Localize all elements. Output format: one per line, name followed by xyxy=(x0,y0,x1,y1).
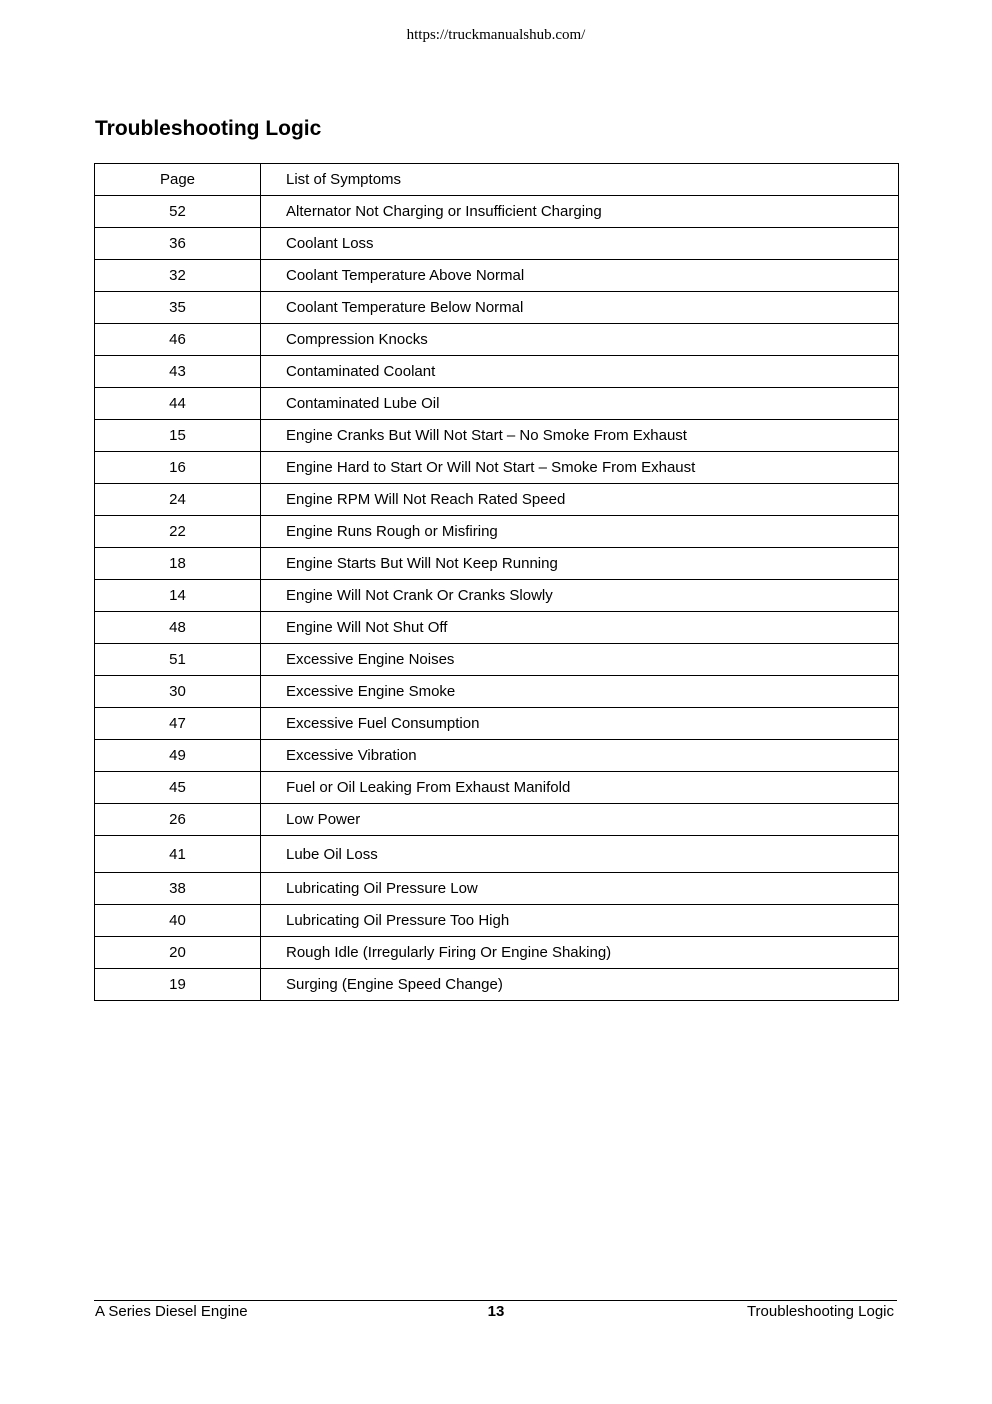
table-header-row xyxy=(95,164,899,196)
table-row xyxy=(95,356,899,388)
table-row xyxy=(95,740,899,772)
symptom-cell: Excessive Vibration xyxy=(261,740,899,772)
table-row xyxy=(95,804,899,836)
symptom-cell: Contaminated Lube Oil xyxy=(261,388,899,420)
symptom-cell: Fuel or Oil Leaking From Exhaust Manifold xyxy=(261,772,899,804)
page-number-cell: 19 xyxy=(95,969,261,1001)
page-number-cell: 32 xyxy=(95,260,261,292)
page-number-cell: 49 xyxy=(95,740,261,772)
symptom-cell: Coolant Temperature Below Normal xyxy=(261,292,899,324)
table-row xyxy=(95,644,899,676)
symptom-cell: Compression Knocks xyxy=(261,324,899,356)
page-column-header: Page xyxy=(95,164,261,196)
symptom-cell: Lubricating Oil Pressure Low xyxy=(261,873,899,905)
symptom-cell: Coolant Temperature Above Normal xyxy=(261,260,899,292)
table-row xyxy=(95,836,899,873)
page-number-cell: 15 xyxy=(95,420,261,452)
table-row xyxy=(95,292,899,324)
symptom-cell: Surging (Engine Speed Change) xyxy=(261,969,899,1001)
table-row xyxy=(95,580,899,612)
symptom-cell: Excessive Engine Smoke xyxy=(261,676,899,708)
symptom-cell: Engine Starts But Will Not Keep Running xyxy=(261,548,899,580)
table-row xyxy=(95,873,899,905)
symptom-cell: Engine Cranks But Will Not Start – No Smoke From Exhaust xyxy=(261,420,899,452)
page-number-cell: 22 xyxy=(95,516,261,548)
symptom-cell: Engine Will Not Crank Or Cranks Slowly xyxy=(261,580,899,612)
table-row xyxy=(95,452,899,484)
symptom-cell: Alternator Not Charging or Insufficient Charging xyxy=(261,196,899,228)
page-number-cell: 38 xyxy=(95,873,261,905)
table-row xyxy=(95,388,899,420)
page-number-cell: 44 xyxy=(95,388,261,420)
page-number-cell: 35 xyxy=(95,292,261,324)
symptom-cell: Lube Oil Loss xyxy=(261,836,899,873)
page-number-cell: 24 xyxy=(95,484,261,516)
page-number-cell: 47 xyxy=(95,708,261,740)
table-row xyxy=(95,260,899,292)
symptoms-table xyxy=(94,163,899,1001)
footer-section-title: Troubleshooting Logic xyxy=(746,1303,894,1320)
table-row xyxy=(95,324,899,356)
footer-divider xyxy=(94,1300,897,1301)
page-number-cell: 46 xyxy=(95,324,261,356)
table-row xyxy=(95,484,899,516)
table-row xyxy=(95,196,899,228)
page-number-cell: 45 xyxy=(95,772,261,804)
page-number-cell: 48 xyxy=(95,612,261,644)
page-number-cell: 30 xyxy=(95,676,261,708)
symptom-cell: Contaminated Coolant xyxy=(261,356,899,388)
table-row xyxy=(95,420,899,452)
table-row xyxy=(95,676,899,708)
page-number-cell: 16 xyxy=(95,452,261,484)
symptom-cell: Excessive Engine Noises xyxy=(261,644,899,676)
symptom-cell: Excessive Fuel Consumption xyxy=(261,708,899,740)
symptom-cell: Rough Idle (Irregularly Firing Or Engine Shaking) xyxy=(261,937,899,969)
page-number-cell: 26 xyxy=(95,804,261,836)
page-number-cell: 43 xyxy=(95,356,261,388)
table-row xyxy=(95,772,899,804)
symptom-cell: Lubricating Oil Pressure Too High xyxy=(261,905,899,937)
page-number-cell: 40 xyxy=(95,905,261,937)
table-row xyxy=(95,228,899,260)
symptom-cell: Engine Will Not Shut Off xyxy=(261,612,899,644)
site-url[interactable]: https://truckmanualshub.com/ xyxy=(406,27,586,43)
table-body xyxy=(95,196,899,1001)
table-row xyxy=(95,937,899,969)
page-number-cell: 14 xyxy=(95,580,261,612)
symptom-column-header: List of Symptoms xyxy=(261,164,899,196)
page-title: Troubleshooting Logic xyxy=(95,117,322,140)
table-row xyxy=(95,516,899,548)
table-row xyxy=(95,708,899,740)
symptom-cell: Engine RPM Will Not Reach Rated Speed xyxy=(261,484,899,516)
table-row xyxy=(95,548,899,580)
page-number-cell: 18 xyxy=(95,548,261,580)
table-row xyxy=(95,969,899,1001)
footer-page-number: 13 xyxy=(487,1303,505,1320)
page-number-cell: 36 xyxy=(95,228,261,260)
table-row xyxy=(95,905,899,937)
page-number-cell: 51 xyxy=(95,644,261,676)
symptom-cell: Engine Hard to Start Or Will Not Start – Smoke From Exhaust xyxy=(261,452,899,484)
symptom-cell: Low Power xyxy=(261,804,899,836)
table-row xyxy=(95,612,899,644)
symptom-cell: Engine Runs Rough or Misfiring xyxy=(261,516,899,548)
page-number-cell: 20 xyxy=(95,937,261,969)
footer-manual-title: A Series Diesel Engine xyxy=(95,1303,248,1320)
page-number-cell: 41 xyxy=(95,836,261,873)
symptom-cell: Coolant Loss xyxy=(261,228,899,260)
page-number-cell: 52 xyxy=(95,196,261,228)
